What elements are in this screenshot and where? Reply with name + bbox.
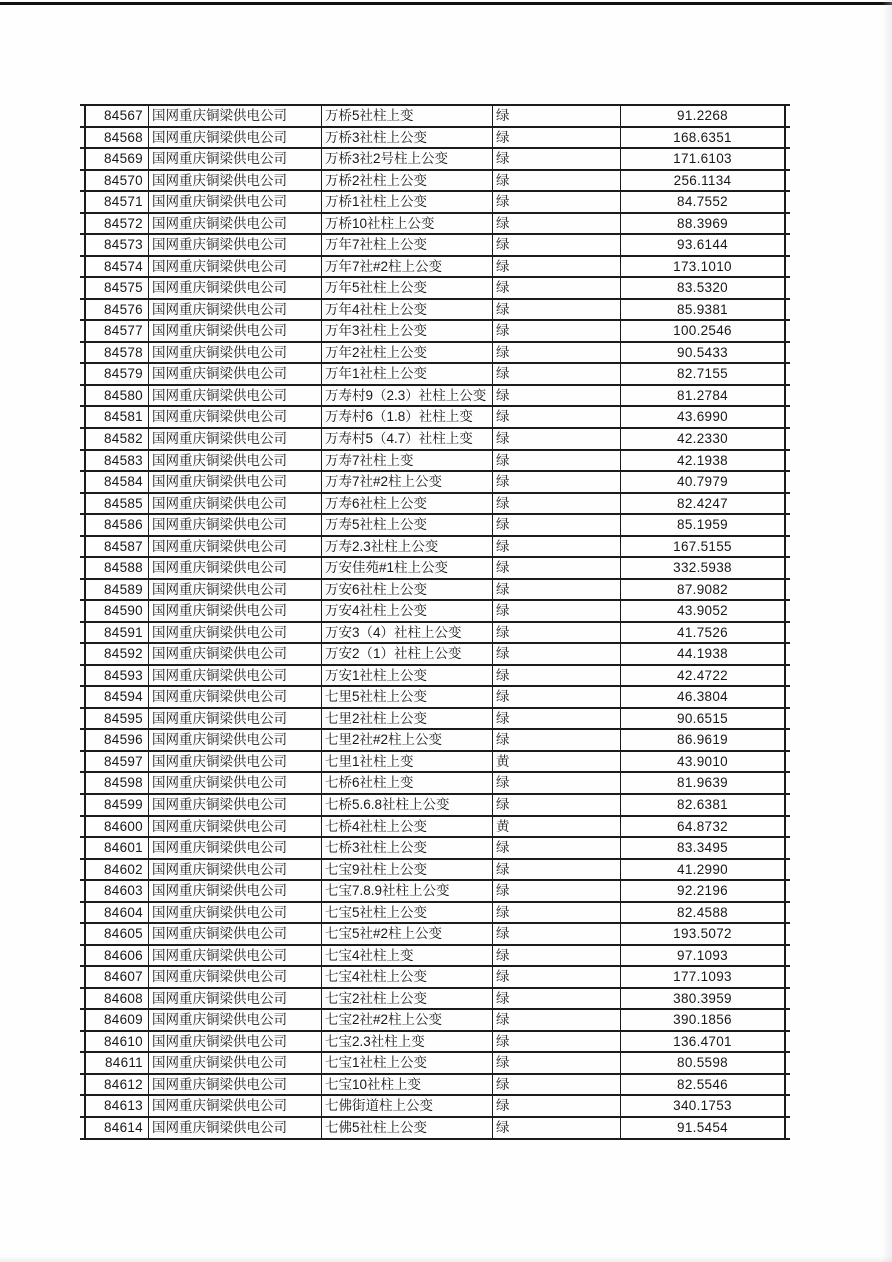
cell-company: 国网重庆铜梁供电公司 [149,644,322,664]
table-row [80,860,790,882]
cell-value: 390.1856 [673,1012,732,1028]
cell-station-name: 万安4社柱上公变 [322,601,493,621]
cell-station-name: 万桥10社柱上公变 [322,214,493,234]
cell-value: 193.5072 [673,926,732,942]
cell-station-name: 七宝2社柱上公变 [322,989,493,1009]
cell-status: 绿 [493,300,621,320]
cell-company: 国网重庆铜梁供电公司 [149,364,322,384]
cell-company: 国网重庆铜梁供电公司 [149,494,322,514]
cell-status: 绿 [493,472,621,492]
table-row [80,149,790,171]
cell-status: 绿 [493,451,621,471]
table-row [80,128,790,150]
table-row [80,1075,790,1097]
cell-company: 国网重庆铜梁供电公司 [149,989,322,1009]
cell-row-id: 84590 [86,601,149,621]
cell-value: 167.5155 [673,538,732,554]
cell-status: 绿 [493,644,621,664]
cell-value: 82.4588 [677,904,728,920]
cell-row-id: 84581 [86,407,149,427]
cell-status: 绿 [493,1010,621,1030]
table-row [80,214,790,236]
cell-value: 86.9619 [677,732,728,748]
cell-status: 绿 [493,838,621,858]
cell-row-id: 84601 [86,838,149,858]
cell-value: 87.9082 [677,581,728,597]
cell-station-name: 七桥3社柱上公变 [322,838,493,858]
cell-status: 绿 [493,946,621,966]
cell-company: 国网重庆铜梁供电公司 [149,687,322,707]
cell-value: 256.1134 [673,172,732,188]
cell-station-name: 万年3社柱上公变 [322,321,493,341]
cell-station-name: 七里5社柱上公变 [322,687,493,707]
cell-row-id: 84586 [86,515,149,535]
cell-row-id: 84577 [86,321,149,341]
cell-station-name: 万寿村5（4.7）社柱上变 [322,429,493,449]
cell-status: 绿 [493,580,621,600]
cell-row-id: 84602 [86,860,149,880]
table-row [80,903,790,925]
table-row [80,364,790,386]
cell-value: 85.1959 [677,517,728,533]
cell-status: 绿 [493,343,621,363]
cell-station-name: 七佛街道柱上公变 [322,1096,493,1116]
cell-row-id: 84588 [86,558,149,578]
cell-station-name: 七宝9社柱上公变 [322,860,493,880]
cell-row-id: 84569 [86,149,149,169]
table-row [80,838,790,860]
table-row [80,989,790,1011]
cell-status: 绿 [493,709,621,729]
cell-status: 绿 [493,235,621,255]
table-row [80,515,790,537]
table-row [80,171,790,193]
cell-station-name: 万寿6社柱上公变 [322,494,493,514]
cell-station-name: 七宝2社#2柱上公变 [322,1010,493,1030]
table-row [80,580,790,602]
cell-company: 国网重庆铜梁供电公司 [149,171,322,191]
table-row [80,1032,790,1054]
cell-station-name: 七里1社柱上变 [322,752,493,772]
cell-company: 国网重庆铜梁供电公司 [149,537,322,557]
table-row [80,451,790,473]
cell-status: 绿 [493,623,621,643]
cell-company: 国网重庆铜梁供电公司 [149,300,322,320]
cell-company: 国网重庆铜梁供电公司 [149,1053,322,1073]
cell-value: 80.5598 [677,1055,728,1071]
cell-value: 43.9052 [677,603,728,619]
cell-company: 国网重庆铜梁供电公司 [149,407,322,427]
cell-value: 93.6144 [677,237,728,253]
cell-value: 173.1010 [673,258,732,274]
cell-row-id: 84579 [86,364,149,384]
cell-station-name: 七宝2.3社柱上变 [322,1032,493,1052]
cell-station-name: 万桥3社柱上公变 [322,128,493,148]
cell-value: 136.4701 [673,1033,732,1049]
cell-value: 40.7979 [677,474,728,490]
cell-station-name: 万年7社#2柱上公变 [322,257,493,277]
cell-company: 国网重庆铜梁供电公司 [149,860,322,880]
cell-status: 绿 [493,730,621,750]
cell-company: 国网重庆铜梁供电公司 [149,472,322,492]
cell-company: 国网重庆铜梁供电公司 [149,666,322,686]
cell-company: 国网重庆铜梁供电公司 [149,1032,322,1052]
cell-value: 81.2784 [677,387,728,403]
table-row [80,752,790,774]
table-row [80,967,790,989]
cell-row-id: 84598 [86,773,149,793]
cell-station-name: 七宝5社#2柱上公变 [322,924,493,944]
cell-row-id: 84578 [86,343,149,363]
cell-value: 82.7155 [677,366,728,382]
cell-row-id: 84605 [86,924,149,944]
cell-company: 国网重庆铜梁供电公司 [149,773,322,793]
cell-station-name: 七宝5社柱上公变 [322,903,493,923]
table-row [80,386,790,408]
table-row [80,773,790,795]
cell-value: 90.5433 [677,344,728,360]
cell-value: 43.6990 [677,409,728,425]
cell-status: 绿 [493,364,621,384]
cell-company: 国网重庆铜梁供电公司 [149,903,322,923]
cell-value: 81.9639 [677,775,728,791]
cell-station-name: 七宝1社柱上公变 [322,1053,493,1073]
cell-status: 绿 [493,1096,621,1116]
cell-company: 国网重庆铜梁供电公司 [149,278,322,298]
cell-row-id: 84584 [86,472,149,492]
cell-company: 国网重庆铜梁供电公司 [149,149,322,169]
table-row [80,1010,790,1032]
cell-value: 88.3969 [677,215,728,231]
cell-status: 绿 [493,687,621,707]
cell-row-id: 84600 [86,817,149,837]
table-row [80,407,790,429]
cell-station-name: 万桥2社柱上公变 [322,171,493,191]
cell-status: 绿 [493,214,621,234]
cell-status: 黄 [493,752,621,772]
cell-station-name: 万桥3社2号柱上公变 [322,149,493,169]
cell-station-name: 万安2（1）社柱上公变 [322,644,493,664]
cell-value: 82.4247 [677,495,728,511]
cell-station-name: 万年2社柱上公变 [322,343,493,363]
cell-row-id: 84599 [86,795,149,815]
cell-station-name: 万安1社柱上公变 [322,666,493,686]
cell-company: 国网重庆铜梁供电公司 [149,214,322,234]
cell-company: 国网重庆铜梁供电公司 [149,257,322,277]
table-row [80,730,790,752]
table-row [80,558,790,580]
table-row [80,817,790,839]
cell-company: 国网重庆铜梁供电公司 [149,946,322,966]
data-table [80,104,790,1140]
cell-row-id: 84570 [86,171,149,191]
cell-company: 国网重庆铜梁供电公司 [149,558,322,578]
cell-row-id: 84595 [86,709,149,729]
cell-station-name: 万安佳苑#1柱上公变 [322,558,493,578]
cell-value: 64.8732 [677,818,728,834]
cell-station-name: 七宝7.8.9社柱上公变 [322,881,493,901]
cell-station-name: 万年5社柱上公变 [322,278,493,298]
table-row [80,1053,790,1075]
cell-row-id: 84604 [86,903,149,923]
cell-status: 绿 [493,924,621,944]
cell-company: 国网重庆铜梁供电公司 [149,515,322,535]
cell-company: 国网重庆铜梁供电公司 [149,881,322,901]
cell-station-name: 万桥1社柱上公变 [322,192,493,212]
cell-station-name: 七桥6社柱上变 [322,773,493,793]
cell-station-name: 七宝10社柱上变 [322,1075,493,1095]
cell-value: 82.5546 [677,1076,728,1092]
cell-station-name: 万寿2.3社柱上公变 [322,537,493,557]
cell-row-id: 84614 [86,1118,149,1138]
cell-row-id: 84582 [86,429,149,449]
cell-company: 国网重庆铜梁供电公司 [149,128,322,148]
table-row [80,623,790,645]
cell-row-id: 84592 [86,644,149,664]
cell-value: 91.5454 [677,1119,728,1135]
cell-row-id: 84583 [86,451,149,471]
cell-station-name: 万桥5社柱上变 [322,106,493,126]
cell-status: 绿 [493,515,621,535]
cell-value: 42.4722 [677,667,728,683]
cell-row-id: 84612 [86,1075,149,1095]
cell-value: 177.1093 [673,969,732,985]
cell-value: 84.7552 [677,194,728,210]
cell-company: 国网重庆铜梁供电公司 [149,817,322,837]
cell-status: 绿 [493,321,621,341]
cell-row-id: 84611 [86,1053,149,1073]
cell-row-id: 84613 [86,1096,149,1116]
cell-value: 46.3804 [677,689,728,705]
cell-value: 83.3495 [677,840,728,856]
cell-status: 绿 [493,278,621,298]
cell-company: 国网重庆铜梁供电公司 [149,1096,322,1116]
table-row [80,257,790,279]
cell-row-id: 84591 [86,623,149,643]
cell-station-name: 七里2社柱上公变 [322,709,493,729]
cell-value: 42.2330 [677,430,728,446]
table-row [80,494,790,516]
page-top-rule [0,2,892,5]
cell-status: 绿 [493,989,621,1009]
cell-value: 97.1093 [677,947,728,963]
cell-value: 42.1938 [677,452,728,468]
cell-station-name: 万年4社柱上公变 [322,300,493,320]
table-row [80,924,790,946]
cell-row-id: 84608 [86,989,149,1009]
cell-status: 黄 [493,817,621,837]
cell-company: 国网重庆铜梁供电公司 [149,106,322,126]
cell-row-id: 84593 [86,666,149,686]
cell-row-id: 84576 [86,300,149,320]
cell-value: 44.1938 [677,646,728,662]
cell-status: 绿 [493,558,621,578]
cell-value: 90.6515 [677,710,728,726]
cell-station-name: 万安3（4）社柱上公变 [322,623,493,643]
cell-company: 国网重庆铜梁供电公司 [149,730,322,750]
cell-value: 380.3959 [673,990,732,1006]
cell-station-name: 万年7社柱上公变 [322,235,493,255]
cell-company: 国网重庆铜梁供电公司 [149,386,322,406]
cell-status: 绿 [493,881,621,901]
cell-station-name: 七桥5.6.8社柱上公变 [322,795,493,815]
cell-status: 绿 [493,773,621,793]
cell-status: 绿 [493,601,621,621]
cell-station-name: 万寿5社柱上公变 [322,515,493,535]
cell-value: 82.6381 [677,797,728,813]
cell-row-id: 84603 [86,881,149,901]
cell-value: 100.2546 [673,323,732,339]
cell-value: 92.2196 [677,883,728,899]
cell-status: 绿 [493,192,621,212]
cell-company: 国网重庆铜梁供电公司 [149,709,322,729]
cell-status: 绿 [493,666,621,686]
cell-value: 168.6351 [673,129,732,145]
cell-value: 332.5938 [673,560,732,576]
cell-status: 绿 [493,967,621,987]
cell-status: 绿 [493,537,621,557]
cell-company: 国网重庆铜梁供电公司 [149,580,322,600]
cell-row-id: 84607 [86,967,149,987]
cell-company: 国网重庆铜梁供电公司 [149,838,322,858]
cell-status: 绿 [493,903,621,923]
cell-row-id: 84572 [86,214,149,234]
cell-station-name: 万寿7社#2柱上公变 [322,472,493,492]
table-row [80,1118,790,1140]
table-row [80,537,790,559]
table-row [80,644,790,666]
cell-value: 83.5320 [677,280,728,296]
table-row [80,795,790,817]
cell-row-id: 84573 [86,235,149,255]
table-row [80,192,790,214]
cell-row-id: 84610 [86,1032,149,1052]
table-row [80,881,790,903]
table-row [80,429,790,451]
cell-status: 绿 [493,128,621,148]
scan-edge-shade-bottom [0,1256,892,1262]
cell-company: 国网重庆铜梁供电公司 [149,451,322,471]
cell-row-id: 84596 [86,730,149,750]
cell-status: 绿 [493,860,621,880]
cell-status: 绿 [493,1075,621,1095]
cell-status: 绿 [493,386,621,406]
cell-company: 国网重庆铜梁供电公司 [149,601,322,621]
cell-value: 41.7526 [677,624,728,640]
cell-company: 国网重庆铜梁供电公司 [149,795,322,815]
cell-row-id: 84575 [86,278,149,298]
cell-value: 91.2268 [677,108,728,124]
cell-status: 绿 [493,1053,621,1073]
table-row [80,946,790,968]
table-row [80,709,790,731]
cell-status: 绿 [493,1032,621,1052]
cell-station-name: 万年1社柱上公变 [322,364,493,384]
cell-company: 国网重庆铜梁供电公司 [149,343,322,363]
table-row [80,343,790,365]
cell-row-id: 84589 [86,580,149,600]
cell-station-name: 万寿7社柱上变 [322,451,493,471]
cell-value: 43.9010 [677,753,728,769]
cell-station-name: 万寿村6（1.8）社柱上变 [322,407,493,427]
cell-row-id: 84606 [86,946,149,966]
cell-status: 绿 [493,494,621,514]
cell-station-name: 七里2社#2柱上公变 [322,730,493,750]
cell-station-name: 七桥4社柱上公变 [322,817,493,837]
cell-company: 国网重庆铜梁供电公司 [149,192,322,212]
cell-company: 国网重庆铜梁供电公司 [149,1010,322,1030]
cell-station-name: 万寿村9（2.3）社柱上公变 [322,386,493,406]
cell-row-id: 84571 [86,192,149,212]
table-row [80,472,790,494]
cell-value: 85.9381 [677,301,728,317]
cell-row-id: 84580 [86,386,149,406]
table-row [80,278,790,300]
cell-company: 国网重庆铜梁供电公司 [149,1118,322,1138]
cell-row-id: 84567 [86,106,149,126]
table-row [80,601,790,623]
cell-company: 国网重庆铜梁供电公司 [149,924,322,944]
cell-company: 国网重庆铜梁供电公司 [149,1075,322,1095]
cell-company: 国网重庆铜梁供电公司 [149,967,322,987]
table-row [80,235,790,257]
cell-company: 国网重庆铜梁供电公司 [149,321,322,341]
cell-row-id: 84609 [86,1010,149,1030]
cell-company: 国网重庆铜梁供电公司 [149,623,322,643]
cell-value: 171.6103 [673,151,732,167]
cell-row-id: 84587 [86,537,149,557]
cell-status: 绿 [493,171,621,191]
cell-row-id: 84568 [86,128,149,148]
table-row [80,300,790,322]
cell-value: 41.2990 [677,861,728,877]
table-row [80,1096,790,1118]
cell-row-id: 84594 [86,687,149,707]
cell-status: 绿 [493,149,621,169]
cell-company: 国网重庆铜梁供电公司 [149,235,322,255]
table-row [80,106,790,128]
cell-row-id: 84597 [86,752,149,772]
table-row [80,321,790,343]
cell-status: 绿 [493,106,621,126]
scan-edge-shade-right [882,0,892,1262]
cell-station-name: 七宝4社柱上变 [322,946,493,966]
cell-station-name: 七宝4社柱上公变 [322,967,493,987]
cell-company: 国网重庆铜梁供电公司 [149,752,322,772]
cell-status: 绿 [493,795,621,815]
cell-value: 340.1753 [673,1098,732,1114]
cell-company: 国网重庆铜梁供电公司 [149,429,322,449]
cell-row-id: 84585 [86,494,149,514]
cell-status: 绿 [493,1118,621,1138]
table-row [80,666,790,688]
cell-status: 绿 [493,429,621,449]
table-row [80,687,790,709]
cell-status: 绿 [493,257,621,277]
cell-row-id: 84574 [86,257,149,277]
cell-station-name: 万安6社柱上公变 [322,580,493,600]
cell-status: 绿 [493,407,621,427]
cell-station-name: 七佛5社柱上公变 [322,1118,493,1138]
